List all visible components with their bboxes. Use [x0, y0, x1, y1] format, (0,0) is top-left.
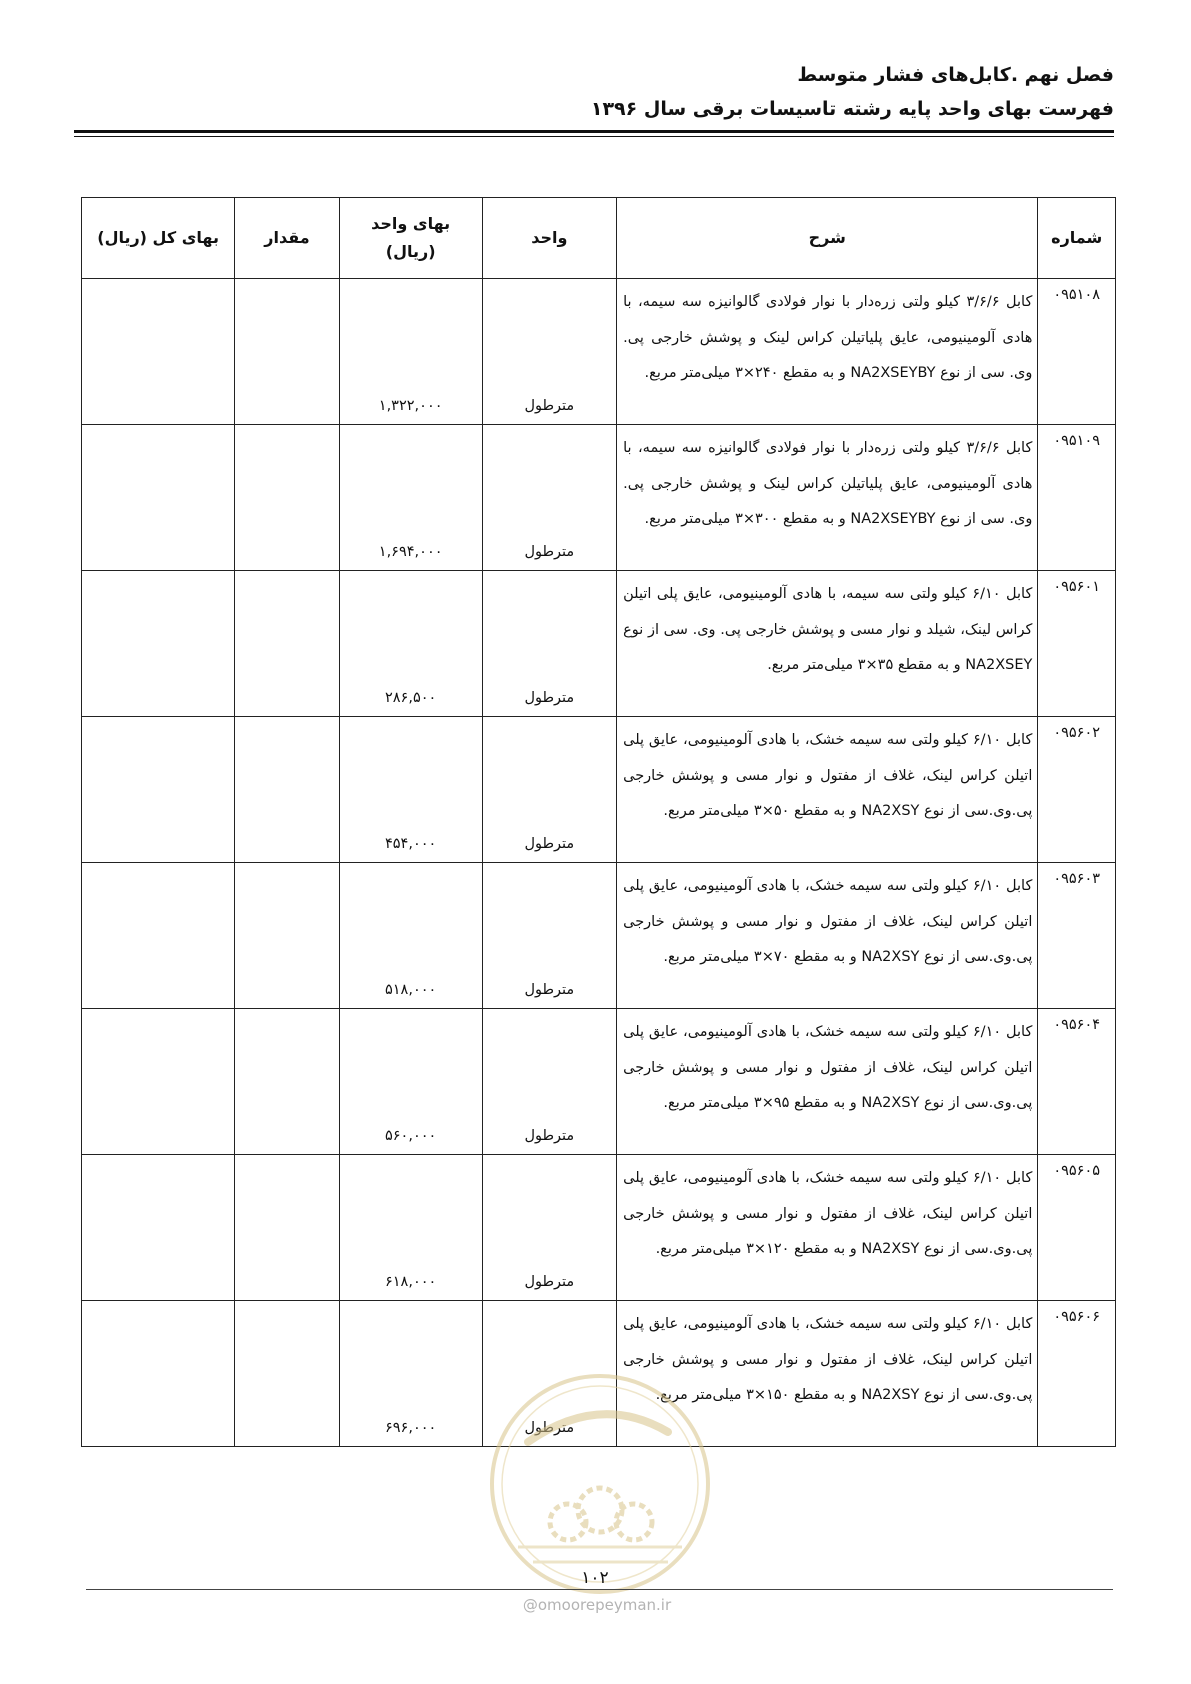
item-total-price: [82, 1301, 235, 1447]
item-code: ۰۹۵۶۰۲: [1038, 717, 1116, 863]
table-row: [82, 1009, 1116, 1155]
col-header-total-price: بهای کل (ریال): [82, 198, 235, 279]
table-row: [82, 863, 1116, 1009]
item-unit: مترطول: [482, 863, 617, 1009]
item-code: ۰۹۵۶۰۳: [1038, 863, 1116, 1009]
footer-divider: [86, 1589, 1113, 1590]
unit-price-label: بهای واحد: [371, 214, 451, 233]
item-quantity: [235, 1155, 340, 1301]
table-row: [82, 717, 1116, 863]
item-quantity: [235, 717, 340, 863]
header-divider-thin: [74, 136, 1114, 137]
page-number: ۱۰۲: [581, 1568, 609, 1588]
item-code: ۰۹۵۶۰۱: [1038, 571, 1116, 717]
item-unit-price: ۱,۳۲۲,۰۰۰: [339, 279, 482, 425]
item-description: کابل ۶/۱۰ کیلو ولتی سه سیمه خشک، با هادی آلومینیومی، عایق پلی اتیلن کراس لینک، غلاف از مفتول و نوار مسی و پوشش خارجی پی.وی.سی از نوع NA2XSY و به مقطع ۹۵×۳ میلی‌متر مربع.: [617, 1009, 1038, 1155]
table-row: [82, 425, 1116, 571]
item-unit: مترطول: [482, 279, 617, 425]
item-code: ۰۹۵۱۰۸: [1038, 279, 1116, 425]
item-total-price: [82, 1009, 235, 1155]
item-total-price: [82, 571, 235, 717]
item-description: کابل ۶/۱۰ کیلو ولتی سه سیمه خشک، با هادی آلومینیومی، عایق پلی اتیلن کراس لینک، غلاف از مفتول و نوار مسی و پوشش خارجی پی.وی.سی از نوع NA2XSY و به مقطع ۱۵۰×۳ میلی‌متر مربع.: [617, 1301, 1038, 1447]
item-quantity: [235, 571, 340, 717]
item-total-price: [82, 863, 235, 1009]
item-unit-price: ۶۹۶,۰۰۰: [339, 1301, 482, 1447]
item-total-price: [82, 717, 235, 863]
item-total-price: [82, 425, 235, 571]
item-quantity: [235, 425, 340, 571]
item-unit: مترطول: [482, 1301, 617, 1447]
price-list-table: [81, 197, 1116, 1447]
col-header-quantity: مقدار: [235, 198, 340, 279]
col-header-description: شرح: [617, 198, 1038, 279]
item-unit-price: ۶۱۸,۰۰۰: [339, 1155, 482, 1301]
item-code: ۰۹۵۶۰۴: [1038, 1009, 1116, 1155]
header-divider-thick: [74, 130, 1114, 133]
chapter-title: فصل نهم .کابل‌های فشار متوسط: [797, 64, 1114, 86]
table-row: [82, 571, 1116, 717]
item-description: کابل ۶/۱۰ کیلو ولتی سه سیمه خشک، با هادی آلومینیومی، عایق پلی اتیلن کراس لینک، غلاف از مفتول و نوار مسی و پوشش خارجی پی.وی.سی از نوع NA2XSY و به مقطع ۱۲۰×۳ میلی‌متر مربع.: [617, 1155, 1038, 1301]
table-row: [82, 279, 1116, 425]
item-total-price: [82, 279, 235, 425]
item-quantity: [235, 279, 340, 425]
item-description: کابل ۳/۶/۶ کیلو ولتی زره‌دار با نوار فولادی گالوانیزه سه سیمه، با هادی آلومینیومی، عایق پلیاتیلن کراس لینک و پوشش خارجی پی. وی. سی از نوع NA2XSEYBY و به مقطع ۲۴۰×۳ میلی‌متر مربع.: [617, 279, 1038, 425]
item-description: کابل ۶/۱۰ کیلو ولتی سه سیمه خشک، با هادی آلومینیومی، عایق پلی اتیلن کراس لینک، غلاف از مفتول و نوار مسی و پوشش خارجی پی.وی.سی از نوع NA2XSY و به مقطع ۷۰×۳ میلی‌متر مربع.: [617, 863, 1038, 1009]
item-quantity: [235, 863, 340, 1009]
item-description: کابل ۶/۱۰ کیلو ولتی سه سیمه، با هادی آلومینیومی، عایق پلی اتیلن کراس لینک، شیلد و نوار مسی و پوشش خارجی پی. وی. سی از نوع NA2XSEY و به مقطع ۳۵×۳ میلی‌متر مربع.: [617, 571, 1038, 717]
item-total-price: [82, 1155, 235, 1301]
item-unit-price: ۱,۶۹۴,۰۰۰: [339, 425, 482, 571]
item-unit: مترطول: [482, 571, 617, 717]
item-unit: مترطول: [482, 425, 617, 571]
document-title: فهرست بهای واحد پایه رشته تاسیسات برقی سال ۱۳۹۶: [590, 98, 1114, 120]
item-quantity: [235, 1301, 340, 1447]
table-row: [82, 1301, 1116, 1447]
col-header-code: شماره: [1038, 198, 1116, 279]
item-description: کابل ۳/۶/۶ کیلو ولتی زره‌دار با نوار فولادی گالوانیزه سه سیمه، با هادی آلومینیومی، عایق پلیاتیلن کراس لینک و پوشش خارجی پی. وی. سی از نوع NA2XSEYBY و به مقطع ۳۰۰×۳ میلی‌متر مربع.: [617, 425, 1038, 571]
item-unit-price: ۵۶۰,۰۰۰: [339, 1009, 482, 1155]
item-unit: مترطول: [482, 1155, 617, 1301]
item-unit-price: ۵۱۸,۰۰۰: [339, 863, 482, 1009]
unit-price-currency: (ریال): [385, 242, 436, 261]
footer-watermark-url: @omoorepeyman.ir: [522, 1596, 672, 1614]
item-code: ۰۹۵۶۰۶: [1038, 1301, 1116, 1447]
item-unit-price: ۲۸۶,۵۰۰: [339, 571, 482, 717]
item-unit: مترطول: [482, 1009, 617, 1155]
item-code: ۰۹۵۱۰۹: [1038, 425, 1116, 571]
col-header-unit: واحد: [482, 198, 617, 279]
item-quantity: [235, 1009, 340, 1155]
item-unit-price: ۴۵۴,۰۰۰: [339, 717, 482, 863]
item-description: کابل ۶/۱۰ کیلو ولتی سه سیمه خشک، با هادی آلومینیومی، عایق پلی اتیلن کراس لینک، غلاف از مفتول و نوار مسی و پوشش خارجی پی.وی.سی از نوع NA2XSY و به مقطع ۵۰×۳ میلی‌متر مربع.: [617, 717, 1038, 863]
col-header-unit-price: [339, 198, 482, 279]
table-row: [82, 1155, 1116, 1301]
page-header: [74, 58, 1114, 126]
item-code: ۰۹۵۶۰۵: [1038, 1155, 1116, 1301]
item-unit: مترطول: [482, 717, 617, 863]
table-header-row: [82, 198, 1116, 279]
